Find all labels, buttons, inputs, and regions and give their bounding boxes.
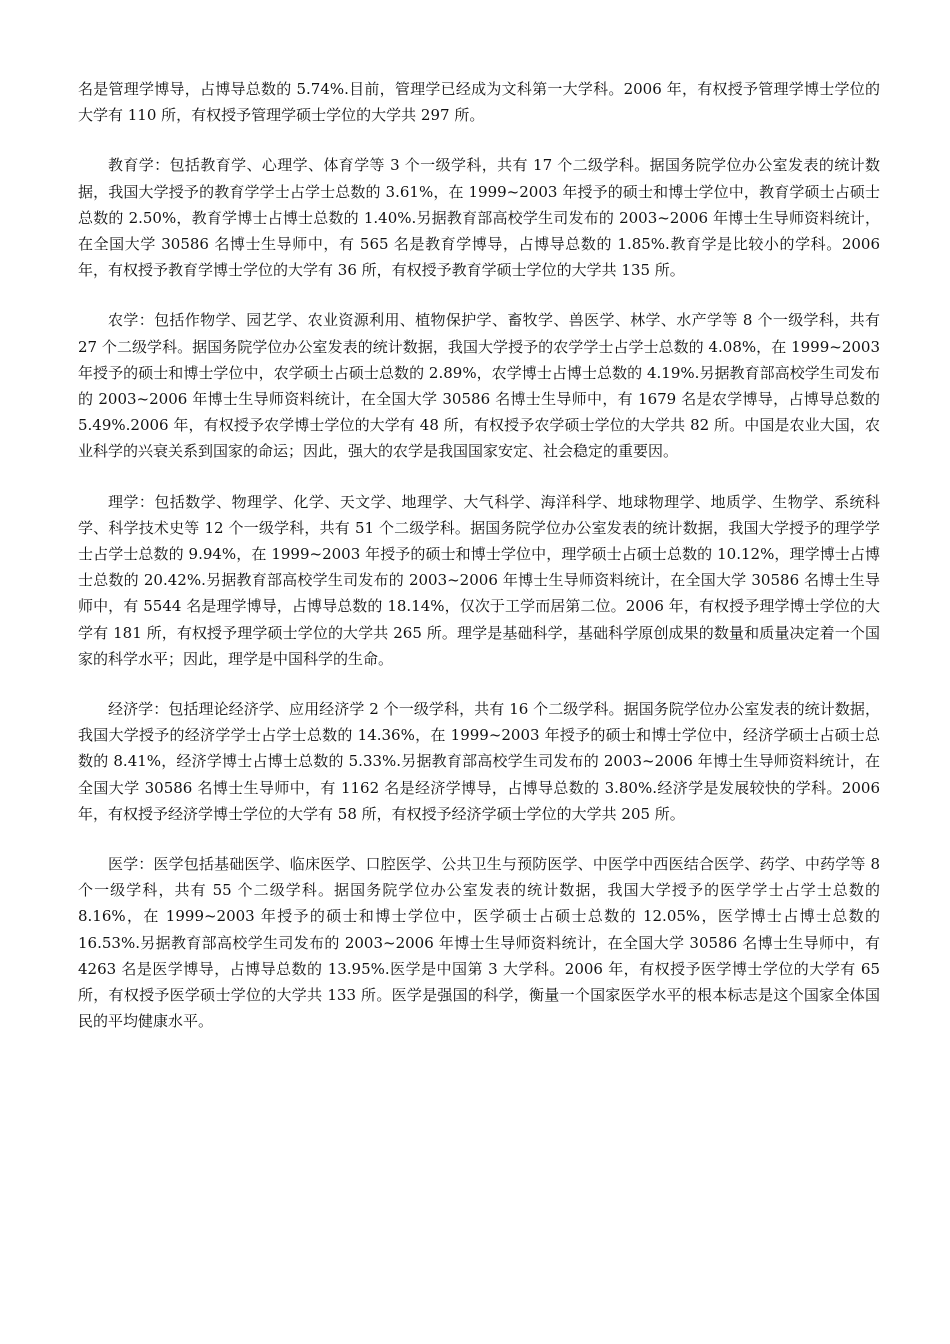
paragraph-agriculture: 农学：包括作物学、园艺学、农业资源利用、植物保护学、畜牧学、兽医学、林学、水产学等 8 个一级学科，共有 27 个二级学科。据国务院学位办公室发表的统计数据，我国大学授予的农学学士占学士总数的 4.08%，在 1999~2003 年授予的硕士和博士学位中，农学硕士占硕士总数的 2.89%，农学博士占博士总数的 4.19%.另据教育部高校学生司发布的 2003~2006 年博士生导师资料统计，在全国大学 30586 名博士生导师中，有 1679 名是农学博导，占博导总数的 5.49%.2006 年，有权授予农学博士学位的大学有 48 所，有权授予农学硕士学位的大学共 82 所。中国是农业大国，农业科学的兴衰关系到国家的命运；因此，强大的农学是我国国家安定、社会稳定的重要因。 bbox=[78, 311, 880, 461]
paragraph-medicine: 医学：医学包括基础医学、临床医学、口腔医学、公共卫生与预防医学、中医学中西医结合医学、药学、中药学等 8 个一级学科，共有 55 个二级学科。据国务院学位办公室发表的统计数据，我国大学授予的医学学士占学士总数的 8.16%，在 1999~2003 年授予的硕士和博士学位中，医学硕士占硕士总数的 12.05%，医学博士占博士总数的 16.53%.另据教育部高校学生司发布的 2003~2006 年博士生导师资料统计，在全国大学 30586 名博士生导师中，有 4263 名是医学博导，占博导总数的 13.95%.医学是中国第 3 大学科。2006 年，有权授予医学博士学位的大学有 65 所，有权授予医学硕士学位的大学共 133 所。医学是强国的科学，衡量一个国家医学水平的根本标志是这个国家全体国民的平均健康水平。 bbox=[78, 855, 880, 1031]
paragraph-economics: 经济学：包括理论经济学、应用经济学 2 个一级学科，共有 16 个二级学科。据国务院学位办公室发表的统计数据，我国大学授予的经济学学士占学士总数的 14.36%，在 1999~2003 年授予的硕士和博士学位中，经济学硕士占硕士总数的 8.41%，经济学博士占博士总数的 5.33%.另据教育部高校学生司发布的 2003~2006 年博士生导师资料统计，在全国大学 30586 名博士生导师中，有 1162 名是经济学博导，占博导总数的 3.80%.经济学是发展较快的学科。2006 年，有权授予经济学博士学位的大学有 58 所，有权授予经济学硕士学位的大学共 205 所。 bbox=[78, 700, 880, 823]
paragraph-science: 理学：包括数学、物理学、化学、天文学、地理学、大气科学、海洋科学、地球物理学、地质学、生物学、系统科学、科学技术史等 12 个一级学科，共有 51 个二级学科。据国务院学位办公室发表的统计数据，我国大学授予的理学学士占学士总数的 9.94%，在 1999~2003 年授予的硕士和博士学位中，理学硕士占硕士总数的 10.12%，理学博士占博士总数的 20.42%.另据教育部高校学生司发布的 2003~2006 年博士生导师资料统计，在全国大学 30586 名博士生导师中，有 5544 名是理学博导，占博导总数的 18.14%，仅次于工学而居第二位。2006 年，有权授予理学博士学位的大学有 181 所，有权授予理学硕士学位的大学共 265 所。理学是基础科学，基础科学原创成果的数量和质量决定着一个国家的科学水平；因此，理学是中国科学的生命。 bbox=[78, 492, 880, 668]
document-body bbox=[78, 76, 880, 1035]
paragraph-management-continued: 名是管理学博导，占博导总数的 5.74%.目前，管理学已经成为文科第一大学科。2006 年，有权授予管理学博士学位的大学有 110 所，有权授予管理学硕士学位的大学共 297 所。 bbox=[78, 80, 880, 125]
paragraph-education: 教育学：包括教育学、心理学、体育学等 3 个一级学科，共有 17 个二级学科。据国务院学位办公室发表的统计数据，我国大学授予的教育学学士占学士总数的 3.61%，在 1999~2003 年授予的硕士和博士学位中，教育学硕士占硕士总数的 2.50%，教育学博士占博士总数的 1.40%.另据教育部高校学生司发布的 2003~2006 年博士生导师资料统计，在全国大学 30586 名博士生导师中，有 565 名是教育学博导，占博导总数的 1.85%.教育学是比较小的学科。2006 年，有权授予教育学博士学位的大学有 36 所，有权授予教育学硕士学位的大学共 135 所。 bbox=[78, 156, 880, 280]
